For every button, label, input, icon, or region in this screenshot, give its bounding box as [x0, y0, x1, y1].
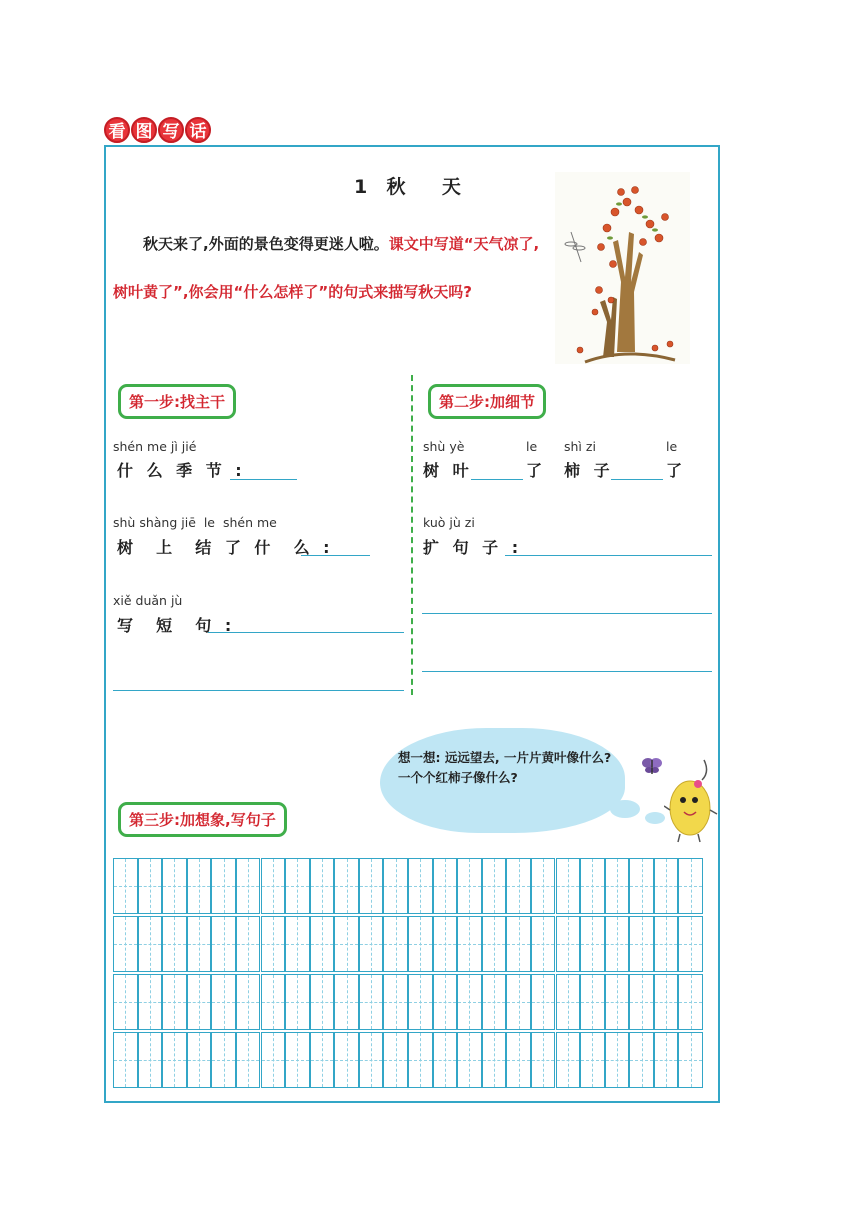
answer-line[interactable] [301, 555, 370, 556]
intro-question: 课文中写道“天气凉了,树叶黄了”,你会用“什么怎样了”的句式来描写秋天吗? [113, 235, 540, 301]
page-title: 1 秋 天 [354, 176, 463, 198]
grid-cell[interactable] [408, 858, 433, 914]
grid-cell[interactable] [433, 1032, 458, 1088]
grid-row[interactable] [113, 1032, 703, 1088]
answer-line[interactable] [422, 613, 712, 614]
grid-cell[interactable] [556, 1032, 581, 1088]
grid-cell[interactable] [236, 916, 261, 972]
persimmon-tree-illustration [555, 172, 690, 364]
grid-cell[interactable] [678, 974, 703, 1030]
step1-q1-pinyin: shén me jì jié [113, 439, 197, 454]
grid-cell[interactable] [359, 1032, 384, 1088]
grid-cell[interactable] [310, 916, 335, 972]
grid-cell[interactable] [580, 1032, 605, 1088]
potato-character-icon [664, 758, 720, 848]
grid-cell[interactable] [482, 974, 507, 1030]
grid-cell[interactable] [359, 916, 384, 972]
grid-cell[interactable] [482, 1032, 507, 1088]
grid-cell[interactable] [408, 974, 433, 1030]
column-divider [411, 375, 413, 695]
grid-cell[interactable] [285, 1032, 310, 1088]
intro-paragraph [113, 220, 553, 316]
intro-plain: 秋天来了,外面的景色变得更迷人啦。 [143, 235, 389, 253]
grid-cell[interactable] [433, 916, 458, 972]
grid-cell[interactable] [138, 1032, 163, 1088]
step3-label: 第三步:加想象,写句子 [118, 802, 287, 837]
step1-q3-pinyin: xiě duǎn jù [113, 593, 183, 608]
grid-cell[interactable] [187, 974, 212, 1030]
grid-cell[interactable] [678, 1032, 703, 1088]
grid-cell[interactable] [236, 858, 261, 914]
grid-cell[interactable] [211, 1032, 236, 1088]
grid-cell[interactable] [629, 916, 654, 972]
grid-cell[interactable] [334, 974, 359, 1030]
grid-cell[interactable] [654, 858, 679, 914]
step2-q1-pinyin: shù yè [423, 439, 465, 454]
grid-cell[interactable] [482, 916, 507, 972]
grid-cell[interactable] [629, 1032, 654, 1088]
grid-cell[interactable] [556, 916, 581, 972]
step2-q1-hanzi: 了 [526, 461, 547, 480]
grid-cell[interactable] [236, 1032, 261, 1088]
grid-cell[interactable] [383, 858, 408, 914]
grid-cell[interactable] [138, 858, 163, 914]
step2-label: 第二步:加细节 [428, 384, 546, 419]
step2-q1-pinyin: le [526, 439, 538, 454]
step1-q2-hanzi: 树 上 结 了 什 么 : [117, 538, 334, 557]
step1-label: 第一步:找主干 [118, 384, 236, 419]
cloud-bubble [610, 800, 640, 818]
grid-cell[interactable] [629, 974, 654, 1030]
badge-char: 话 [185, 117, 211, 143]
grid-cell[interactable] [556, 974, 581, 1030]
grid-cell[interactable] [138, 916, 163, 972]
grid-cell[interactable] [629, 858, 654, 914]
grid-cell[interactable] [113, 916, 138, 972]
grid-cell[interactable] [310, 858, 335, 914]
grid-cell[interactable] [334, 858, 359, 914]
answer-line[interactable] [611, 479, 663, 480]
step1-q3-hanzi: 写 短 句 : [117, 616, 236, 635]
grid-cell[interactable] [334, 1032, 359, 1088]
grid-cell[interactable] [187, 858, 212, 914]
grid-cell[interactable] [408, 916, 433, 972]
grid-cell[interactable] [506, 916, 531, 972]
grid-cell[interactable] [605, 858, 630, 914]
grid-cell[interactable] [162, 974, 187, 1030]
grid-cell[interactable] [310, 1032, 335, 1088]
answer-line[interactable] [471, 479, 523, 480]
grid-cell[interactable] [236, 974, 261, 1030]
grid-cell[interactable] [457, 1032, 482, 1088]
grid-cell[interactable] [310, 974, 335, 1030]
grid-cell[interactable] [211, 858, 236, 914]
step2-q1-hanzi: 柿 子 [564, 461, 614, 480]
grid-cell[interactable] [531, 1032, 556, 1088]
grid-cell[interactable] [506, 1032, 531, 1088]
grid-cell[interactable] [408, 1032, 433, 1088]
grid-cell[interactable] [187, 916, 212, 972]
grid-cell[interactable] [433, 974, 458, 1030]
grid-cell[interactable] [383, 974, 408, 1030]
step1-q2-pinyin: shù shàng jiē le shén me [113, 515, 277, 530]
cloud-prompt: 想一想: 远远望去, 一片片黄叶像什么? 一个个红柿子像什么? [398, 750, 612, 785]
grid-row[interactable] [113, 858, 703, 914]
step2-q1-pinyin: le [666, 439, 678, 454]
grid-cell[interactable] [605, 974, 630, 1030]
grid-cell[interactable] [654, 916, 679, 972]
grid-cell[interactable] [334, 916, 359, 972]
answer-line[interactable] [208, 632, 404, 633]
grid-cell[interactable] [261, 858, 286, 914]
grid-cell[interactable] [211, 916, 236, 972]
grid-cell[interactable] [531, 858, 556, 914]
grid-cell[interactable] [457, 916, 482, 972]
badge-char: 写 [158, 117, 184, 143]
step2-q2-hanzi: 扩 句 子 : [423, 538, 523, 557]
grid-cell[interactable] [457, 858, 482, 914]
grid-cell[interactable] [187, 1032, 212, 1088]
grid-cell[interactable] [113, 858, 138, 914]
grid-cell[interactable] [678, 916, 703, 972]
grid-cell[interactable] [433, 858, 458, 914]
step2-q1-hanzi: 树 叶 [423, 461, 473, 480]
grid-cell[interactable] [531, 916, 556, 972]
step1-q1-hanzi: 什 么 季 节 : [117, 461, 246, 480]
answer-line[interactable] [113, 690, 404, 691]
grid-cell[interactable] [261, 916, 286, 972]
grid-cell[interactable] [261, 974, 286, 1030]
grid-cell[interactable] [383, 1032, 408, 1088]
grid-cell[interactable] [531, 974, 556, 1030]
grid-cell[interactable] [113, 1032, 138, 1088]
grid-cell[interactable] [580, 974, 605, 1030]
grid-row[interactable] [113, 974, 703, 1030]
grid-cell[interactable] [359, 858, 384, 914]
badge-char: 图 [131, 117, 157, 143]
grid-cell[interactable] [482, 858, 507, 914]
cloud-bubble [645, 812, 665, 824]
grid-cell[interactable] [162, 916, 187, 972]
grid-cell[interactable] [162, 1032, 187, 1088]
grid-cell[interactable] [654, 974, 679, 1030]
grid-cell[interactable] [605, 1032, 630, 1088]
grid-cell[interactable] [678, 858, 703, 914]
grid-cell[interactable] [285, 974, 310, 1030]
grid-cell[interactable] [359, 974, 384, 1030]
grid-cell[interactable] [556, 858, 581, 914]
badge-char: 看 [104, 117, 130, 143]
grid-cell[interactable] [138, 974, 163, 1030]
grid-cell[interactable] [113, 974, 138, 1030]
butterfly-icon [640, 754, 664, 778]
grid-cell[interactable] [580, 916, 605, 972]
grid-cell[interactable] [457, 974, 482, 1030]
grid-cell[interactable] [506, 974, 531, 1030]
answer-line[interactable] [230, 479, 297, 480]
grid-cell[interactable] [654, 1032, 679, 1088]
step2-q2-pinyin: kuò jù zi [423, 515, 475, 530]
step2-q1-hanzi: 了 [666, 461, 687, 480]
grid-cell[interactable] [580, 858, 605, 914]
grid-cell[interactable] [285, 916, 310, 972]
grid-row[interactable] [113, 916, 703, 972]
answer-line[interactable] [505, 555, 712, 556]
grid-cell[interactable] [261, 1032, 286, 1088]
grid-cell[interactable] [211, 974, 236, 1030]
answer-line[interactable] [422, 671, 712, 672]
step2-q1-pinyin: shì zi [564, 439, 596, 454]
grid-cell[interactable] [383, 916, 408, 972]
grid-cell[interactable] [506, 858, 531, 914]
grid-cell[interactable] [162, 858, 187, 914]
grid-cell[interactable] [605, 916, 630, 972]
section-badge [104, 117, 211, 143]
grid-cell[interactable] [285, 858, 310, 914]
